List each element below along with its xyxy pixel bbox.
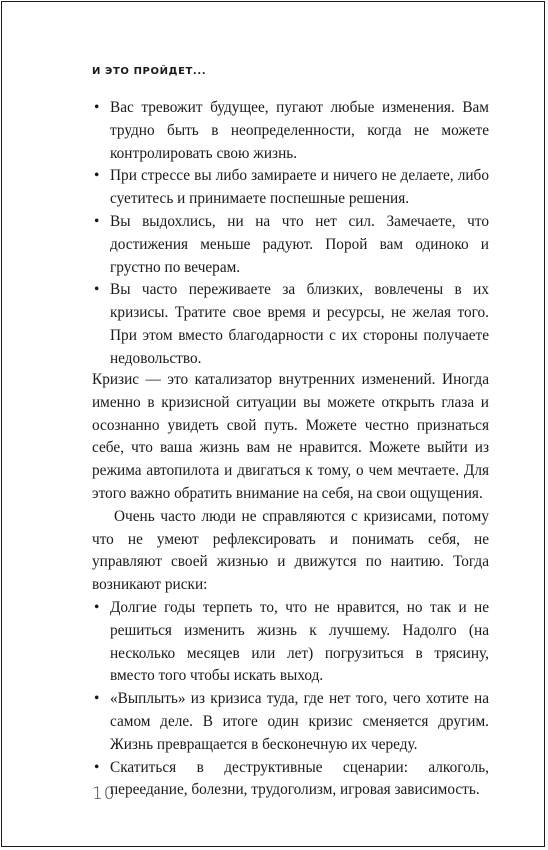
list-item (92, 211, 489, 279)
bullet-icon: • (94, 167, 100, 185)
bullet-icon: • (94, 212, 100, 230)
list-item (92, 279, 489, 370)
bullet-icon: • (94, 690, 100, 708)
list-item-text: Вы часто переживаете за близких, вовлечены в их кризисы. Тратите свое время и ресурсы, не желая того. При этом вместо благодарности с их стороны получаете недовольство. (110, 281, 489, 367)
list-item (92, 688, 489, 756)
bullet-icon: • (94, 281, 100, 299)
bullet-list-symptoms (92, 97, 489, 371)
list-item (92, 165, 489, 211)
page-number: 10 (92, 784, 116, 804)
bullet-icon: • (94, 758, 100, 776)
list-item-text: Вы выдохлись, ни на что нет сил. Замечаете, что достижения меньше радуют. Порой вам одиноко и грустно по вечерам. (110, 212, 489, 276)
list-item (92, 757, 489, 803)
bullet-icon: • (94, 99, 100, 116)
main-text-block (92, 369, 489, 802)
list-item-text: «Выплыть» из кризиса туда, где нет того, чего хотите на самом деле. В итоге один кризис сменяется другим. Жизнь превращается в бесконечную их череду. (110, 690, 489, 753)
list-item-text: Скатиться в деструктивные сценарии: алкоголь, переедание, болезни, трудоголизм, игровая зависимость. (110, 758, 489, 799)
running-head: И ЭТО ПРОЙДЕТ... (92, 66, 207, 77)
paragraph-risks-intro: Очень часто люди не справляются с кризисами, потому что не умеют рефлексировать и понимать себя, не управляют своей жизнью и движутся по наитию. Тогда возникают риски: (92, 507, 489, 594)
bullet-list-risks (92, 597, 489, 802)
paragraph-crisis-catalyst: Кризис — это катализатор внутренних изменений. Иногда именно в кризисной ситуации вы можете открыть глаза и осознанно увидеть свой путь. Можете честно признаться себе, что ваша жизнь вам не нравится. Можете выйти из режима автопилота и двигаться к тому, о чем мечтаете. Для этого важно обратить внимание на себя, на свои ощущения. (92, 371, 489, 502)
bullet-icon: • (94, 598, 100, 616)
list-item-text: При стрессе вы либо замираете и ничего не делаете, либо суетитесь и принимаете поспешные решения. (110, 167, 489, 208)
list-item-text: Долгие годы терпеть то, что не нравится, но так и не решиться изменить жизнь к лучшему. Надолго (на несколько месяцев или лет) погрузиться в трясину, вместо того чтобы искать выход. (110, 598, 489, 685)
list-item (92, 597, 489, 688)
first-bullet-list-block (92, 97, 489, 371)
list-item-text: Вас тревожит будущее, пугают любые изменения. Вам трудно быть в неопределенности, когда не можете контролировать свою жизнь. (110, 99, 489, 162)
list-item (92, 97, 489, 165)
